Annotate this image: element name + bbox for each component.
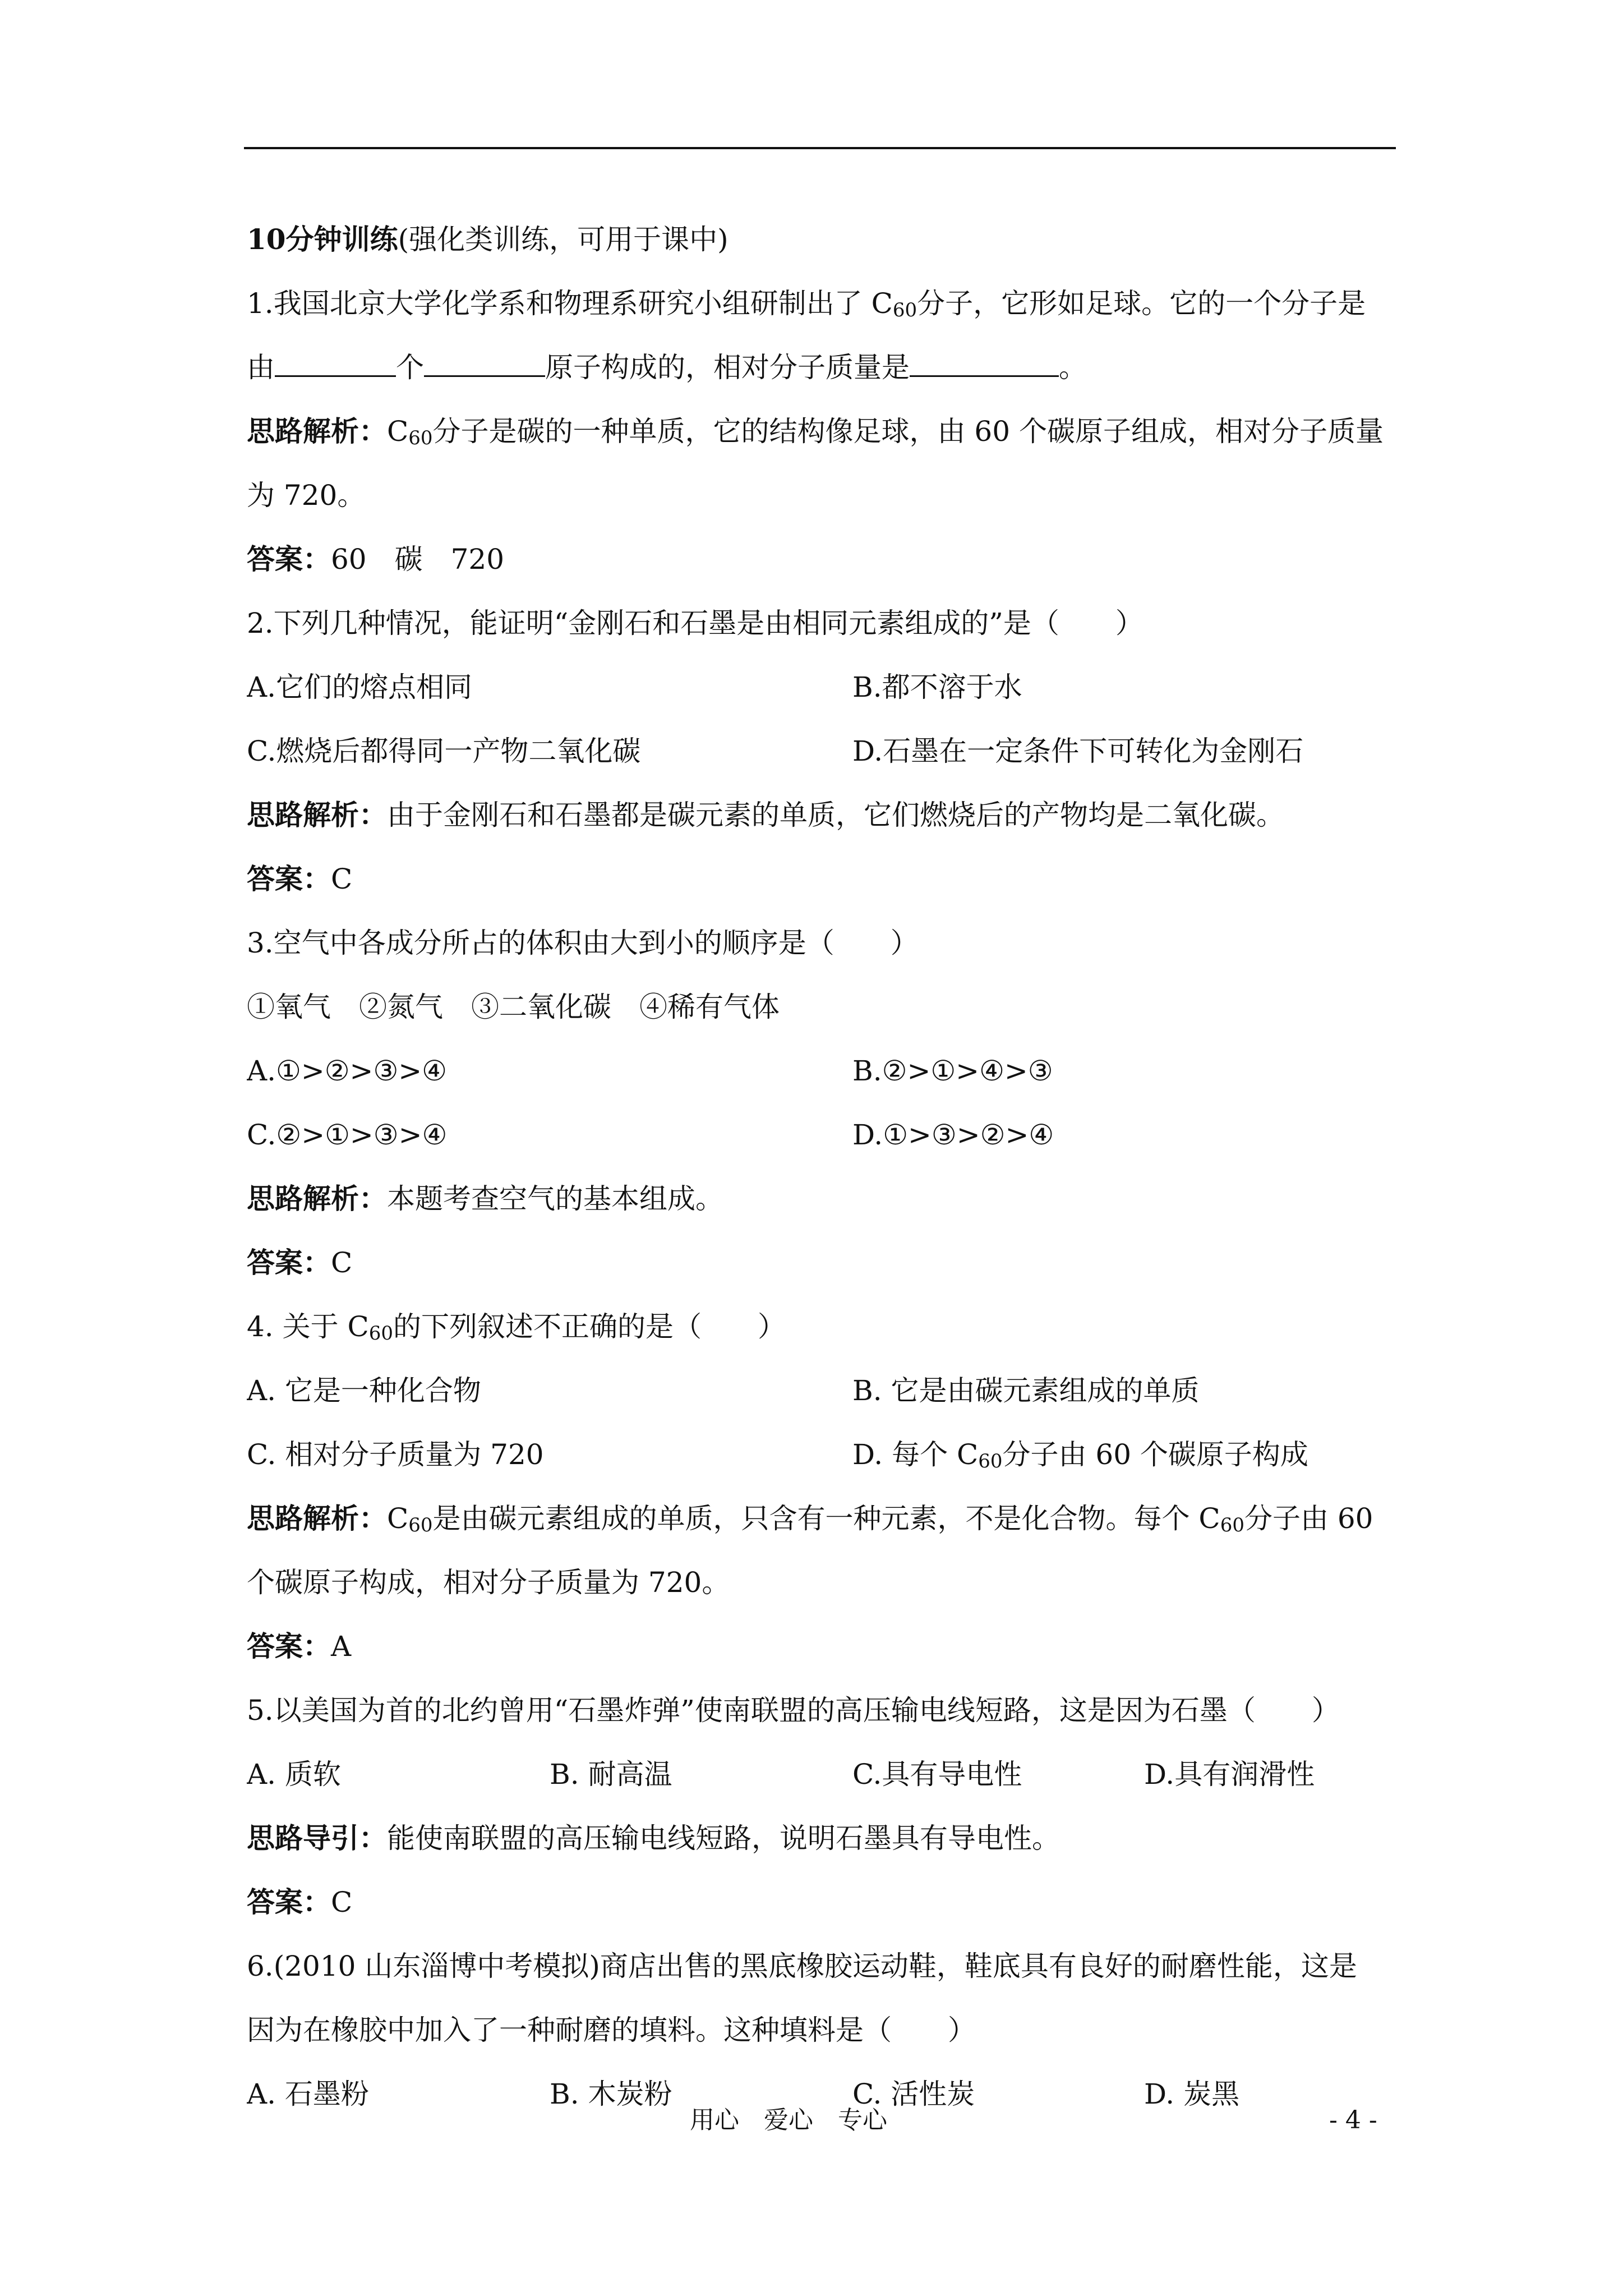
- q4-option-a: A. 它是一种化合物: [247, 1374, 481, 1407]
- q1-blank-1[interactable]: [275, 351, 396, 377]
- q5-option-a: A. 质软: [247, 1758, 341, 1791]
- q5-option-d: D.具有润滑性: [1144, 1758, 1315, 1791]
- q1-stem-line2: 由 个 原子构成的，相对分子质量是 。: [247, 351, 1087, 384]
- q3-option-d: D.①>③>②>④: [852, 1119, 1054, 1151]
- q2-option-a: A.它们的熔点相同: [247, 671, 473, 703]
- q6-option-b: B. 木炭粉: [550, 2078, 672, 2110]
- q2-option-b: B.都不溶于水: [852, 671, 1022, 703]
- q4-options-row1: [247, 1359, 1396, 1423]
- q6-option-c: C. 活性炭: [852, 2078, 975, 2110]
- q4-options-row2: [247, 1423, 1396, 1487]
- q4-analysis-line2: 个碳原子构成，相对分子质量为 720。: [247, 1566, 730, 1599]
- q5-stem: 5.以美国为首的北约曾用“石墨炸弹”使南联盟的高压输电线短路，这是因为石墨（ ）: [247, 1694, 1340, 1727]
- q4-option-d: D. 每个 C60分子由 60 个碳原子构成: [852, 1438, 1308, 1473]
- page-number: - 4 -: [1329, 2106, 1377, 2134]
- q6-stem-line1: 6.(2010 山东淄博中考模拟)商店出售的黑底橡胶运动鞋，鞋底具有良好的耐磨性能，这是: [247, 1950, 1357, 1982]
- q2-options-row2: [247, 719, 1396, 783]
- q2-stem: 2.下列几种情况，能证明“金刚石和石墨是由相同元素组成的”是（ ）: [247, 607, 1144, 639]
- q5-option-c: C.具有导电性: [852, 1758, 1022, 1791]
- q4-answer: 答案：A: [247, 1630, 352, 1663]
- q2-analysis: 思路解析：由于金刚石和石墨都是碳元素的单质，它们燃烧后的产物均是二氧化碳。: [247, 798, 1284, 831]
- q3-items: ①氧气 ②氮气 ③二氧化碳 ④稀有气体: [247, 991, 780, 1023]
- q2-options-row1: [247, 655, 1396, 719]
- q3-option-a: A.①>②>③>④: [247, 1055, 447, 1087]
- q2-option-c: C.燃烧后都得同一产物二氧化碳: [247, 735, 641, 767]
- q5-options: [247, 1742, 1396, 1806]
- document-content: [247, 208, 1396, 2126]
- q5-answer: 答案：C: [247, 1885, 353, 1918]
- q3-option-c: C.②>①>③>④: [247, 1119, 448, 1151]
- q3-analysis: 思路解析：本题考查空气的基本组成。: [247, 1182, 723, 1215]
- q1-blank-3[interactable]: [910, 351, 1059, 377]
- q4-option-b: B. 它是由碳元素组成的单质: [852, 1374, 1200, 1407]
- q1-blank-2[interactable]: [424, 351, 545, 377]
- q3-options-row2: [247, 1103, 1396, 1167]
- q1-analysis: 思路解析：C60分子是碳的一种单质，它的结构像足球，由 60 个碳原子组成，相对分子质量: [247, 415, 1384, 449]
- q3-answer: 答案：C: [247, 1246, 353, 1279]
- q3-options-row1: [247, 1039, 1396, 1103]
- q5-analysis: 思路导引：能使南联盟的高压输电线短路，说明石墨具有导电性。: [247, 1821, 1060, 1855]
- q4-analysis: 思路解析：C60是由碳元素组成的单质，只含有一种元素，不是化合物。每个 C60分子由 60: [247, 1502, 1373, 1536]
- section-title: 10分钟训练(强化类训练，可用于课中): [247, 223, 728, 256]
- footer-slogan: 用心 爱心 专心: [690, 2106, 887, 2134]
- q4-option-c: C. 相对分子质量为 720: [247, 1438, 544, 1471]
- q4-stem: 4. 关于 C60的下列叙述不正确的是（ ）: [247, 1310, 786, 1345]
- q2-answer: 答案：C: [247, 862, 353, 895]
- q5-option-b: B. 耐高温: [550, 1758, 672, 1791]
- q1-analysis-line2: 为 720。: [247, 479, 366, 512]
- q2-option-d: D.石墨在一定条件下可转化为金刚石: [852, 735, 1304, 767]
- header-rule: [244, 147, 1396, 149]
- q1-answer: 答案：60 碳 720: [247, 542, 505, 576]
- q3-stem: 3.空气中各成分所占的体积由大到小的顺序是（ ）: [247, 927, 919, 959]
- q1-stem-line1: 1.我国北京大学化学系和物理系研究小组研制出了 C60分子，它形如足球。它的一个分子是: [247, 287, 1366, 321]
- q6-stem-line2: 因为在橡胶中加入了一种耐磨的填料。这种填料是（ ）: [247, 2014, 976, 2046]
- q6-option-a: A. 石墨粉: [247, 2078, 369, 2110]
- q6-option-d: D. 炭黑: [1144, 2078, 1240, 2110]
- q3-option-b: B.②>①>④>③: [852, 1055, 1053, 1087]
